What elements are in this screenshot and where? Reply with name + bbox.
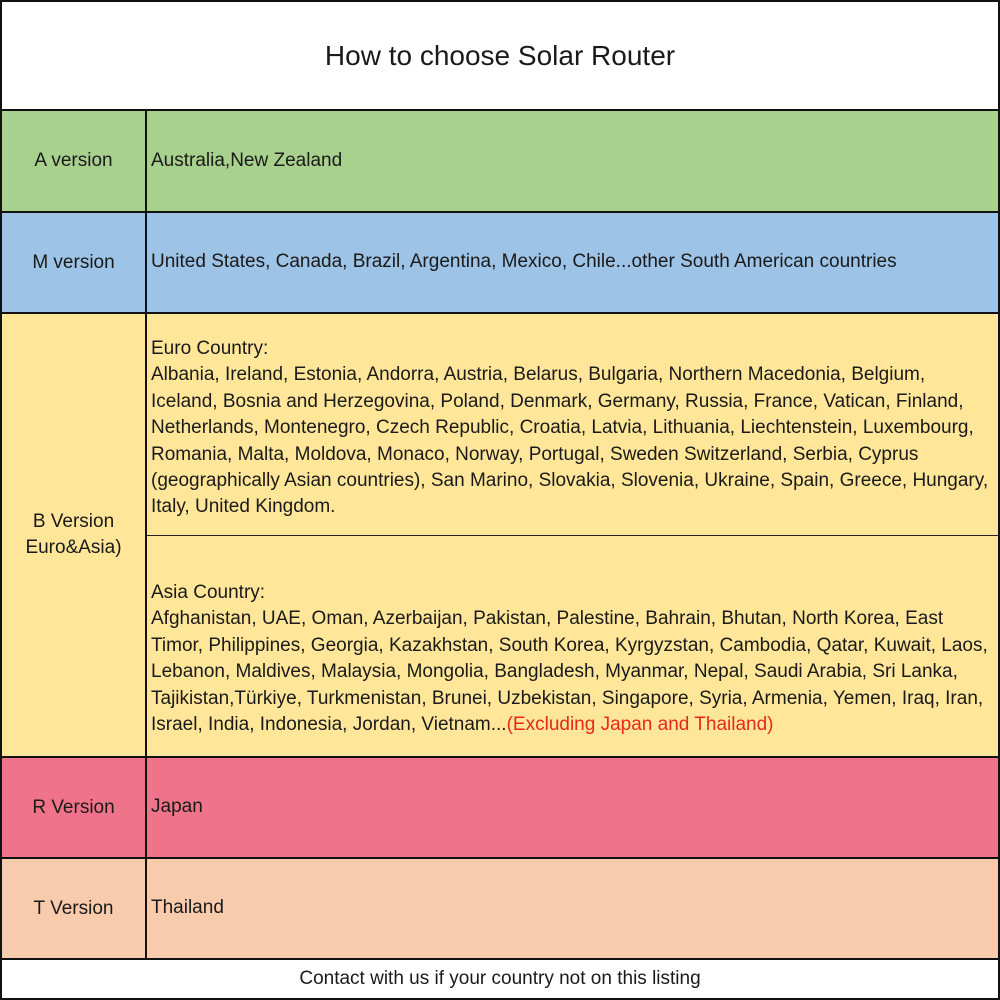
row-t-version — [2, 859, 998, 960]
asia-countries-block — [151, 606, 992, 738]
version-label-a: A version — [2, 111, 147, 211]
row-r-version — [2, 758, 998, 859]
table-title: How to choose Solar Router — [2, 0, 998, 111]
version-label-b-line1: B Version — [32, 511, 115, 532]
countries-b — [147, 314, 998, 756]
countries-m: United States, Canada, Brazil, Argentina, Mexico, Chile...other South American countries — [151, 251, 897, 273]
version-label-b-line2: Euro&Asia) — [25, 537, 122, 558]
version-label-m: M version — [2, 213, 147, 312]
row-a-version — [2, 111, 998, 213]
euro-countries: Albania, Ireland, Estonia, Andorra, Austria, Belarus, Bulgaria, Northern Macedonia, Belgium, Iceland, Bosnia and Herzegovina, Poland, Denmark, Germany, Russia, France, Vatican, Finland, Netherlands, Montenegro, Czech Republic, Croatia, Latvia, Lithuania, Liechtenstein, Luxembourg, Romania, Malta, Moldova, Monaco, Norway, Portugal, Sweden Switzerland, Serbia, Cyprus (geographically Asian countries), San Marino, Slovakia, Slovenia, Ukraine, Spain, Greece, Hungary, Italy, United Kingdom. — [151, 364, 989, 518]
version-label-r: R Version — [2, 758, 147, 857]
version-label-t: T Version — [2, 859, 147, 958]
countries-a: Australia,New Zealand — [151, 149, 343, 171]
countries-t: Thailand — [151, 897, 224, 919]
asia-countries: Afghanistan, UAE, Oman, Azerbaijan, Pakistan, Palestine, Bahrain, Bhutan, North Korea, East Timor, Philippines, Georgia, Kazakhstan, South Korea, Kyrgyzstan, Cambodia, Qatar, Kuwait, Laos, Lebanon, Maldives, Malaysia, Mongolia, Bangladesh, Myanmar, Nepal, Saudi Arabia, Sri Lanka, Tajikistan,Türkiye, Turkmenistan, Brunei, Uzbekistan, Singapore, Syria, Armenia, Yemen, Iraq, Iran, Israel, India, Indonesia, Jordan, Vietnam... — [151, 608, 988, 736]
asia-countries-cell — [147, 536, 998, 756]
row-b-version — [2, 314, 998, 758]
footer-note: Contact with us if your country not on this listing — [2, 960, 998, 1000]
euro-countries-cell — [147, 314, 998, 536]
countries-r: Japan — [151, 796, 203, 818]
euro-heading: Euro Country: — [151, 338, 269, 359]
asia-exclusion-note: (Excluding Japan and Thailand) — [506, 714, 774, 736]
row-m-version — [2, 213, 998, 314]
asia-heading: Asia Country: — [151, 582, 266, 603]
version-label-b — [2, 314, 147, 756]
